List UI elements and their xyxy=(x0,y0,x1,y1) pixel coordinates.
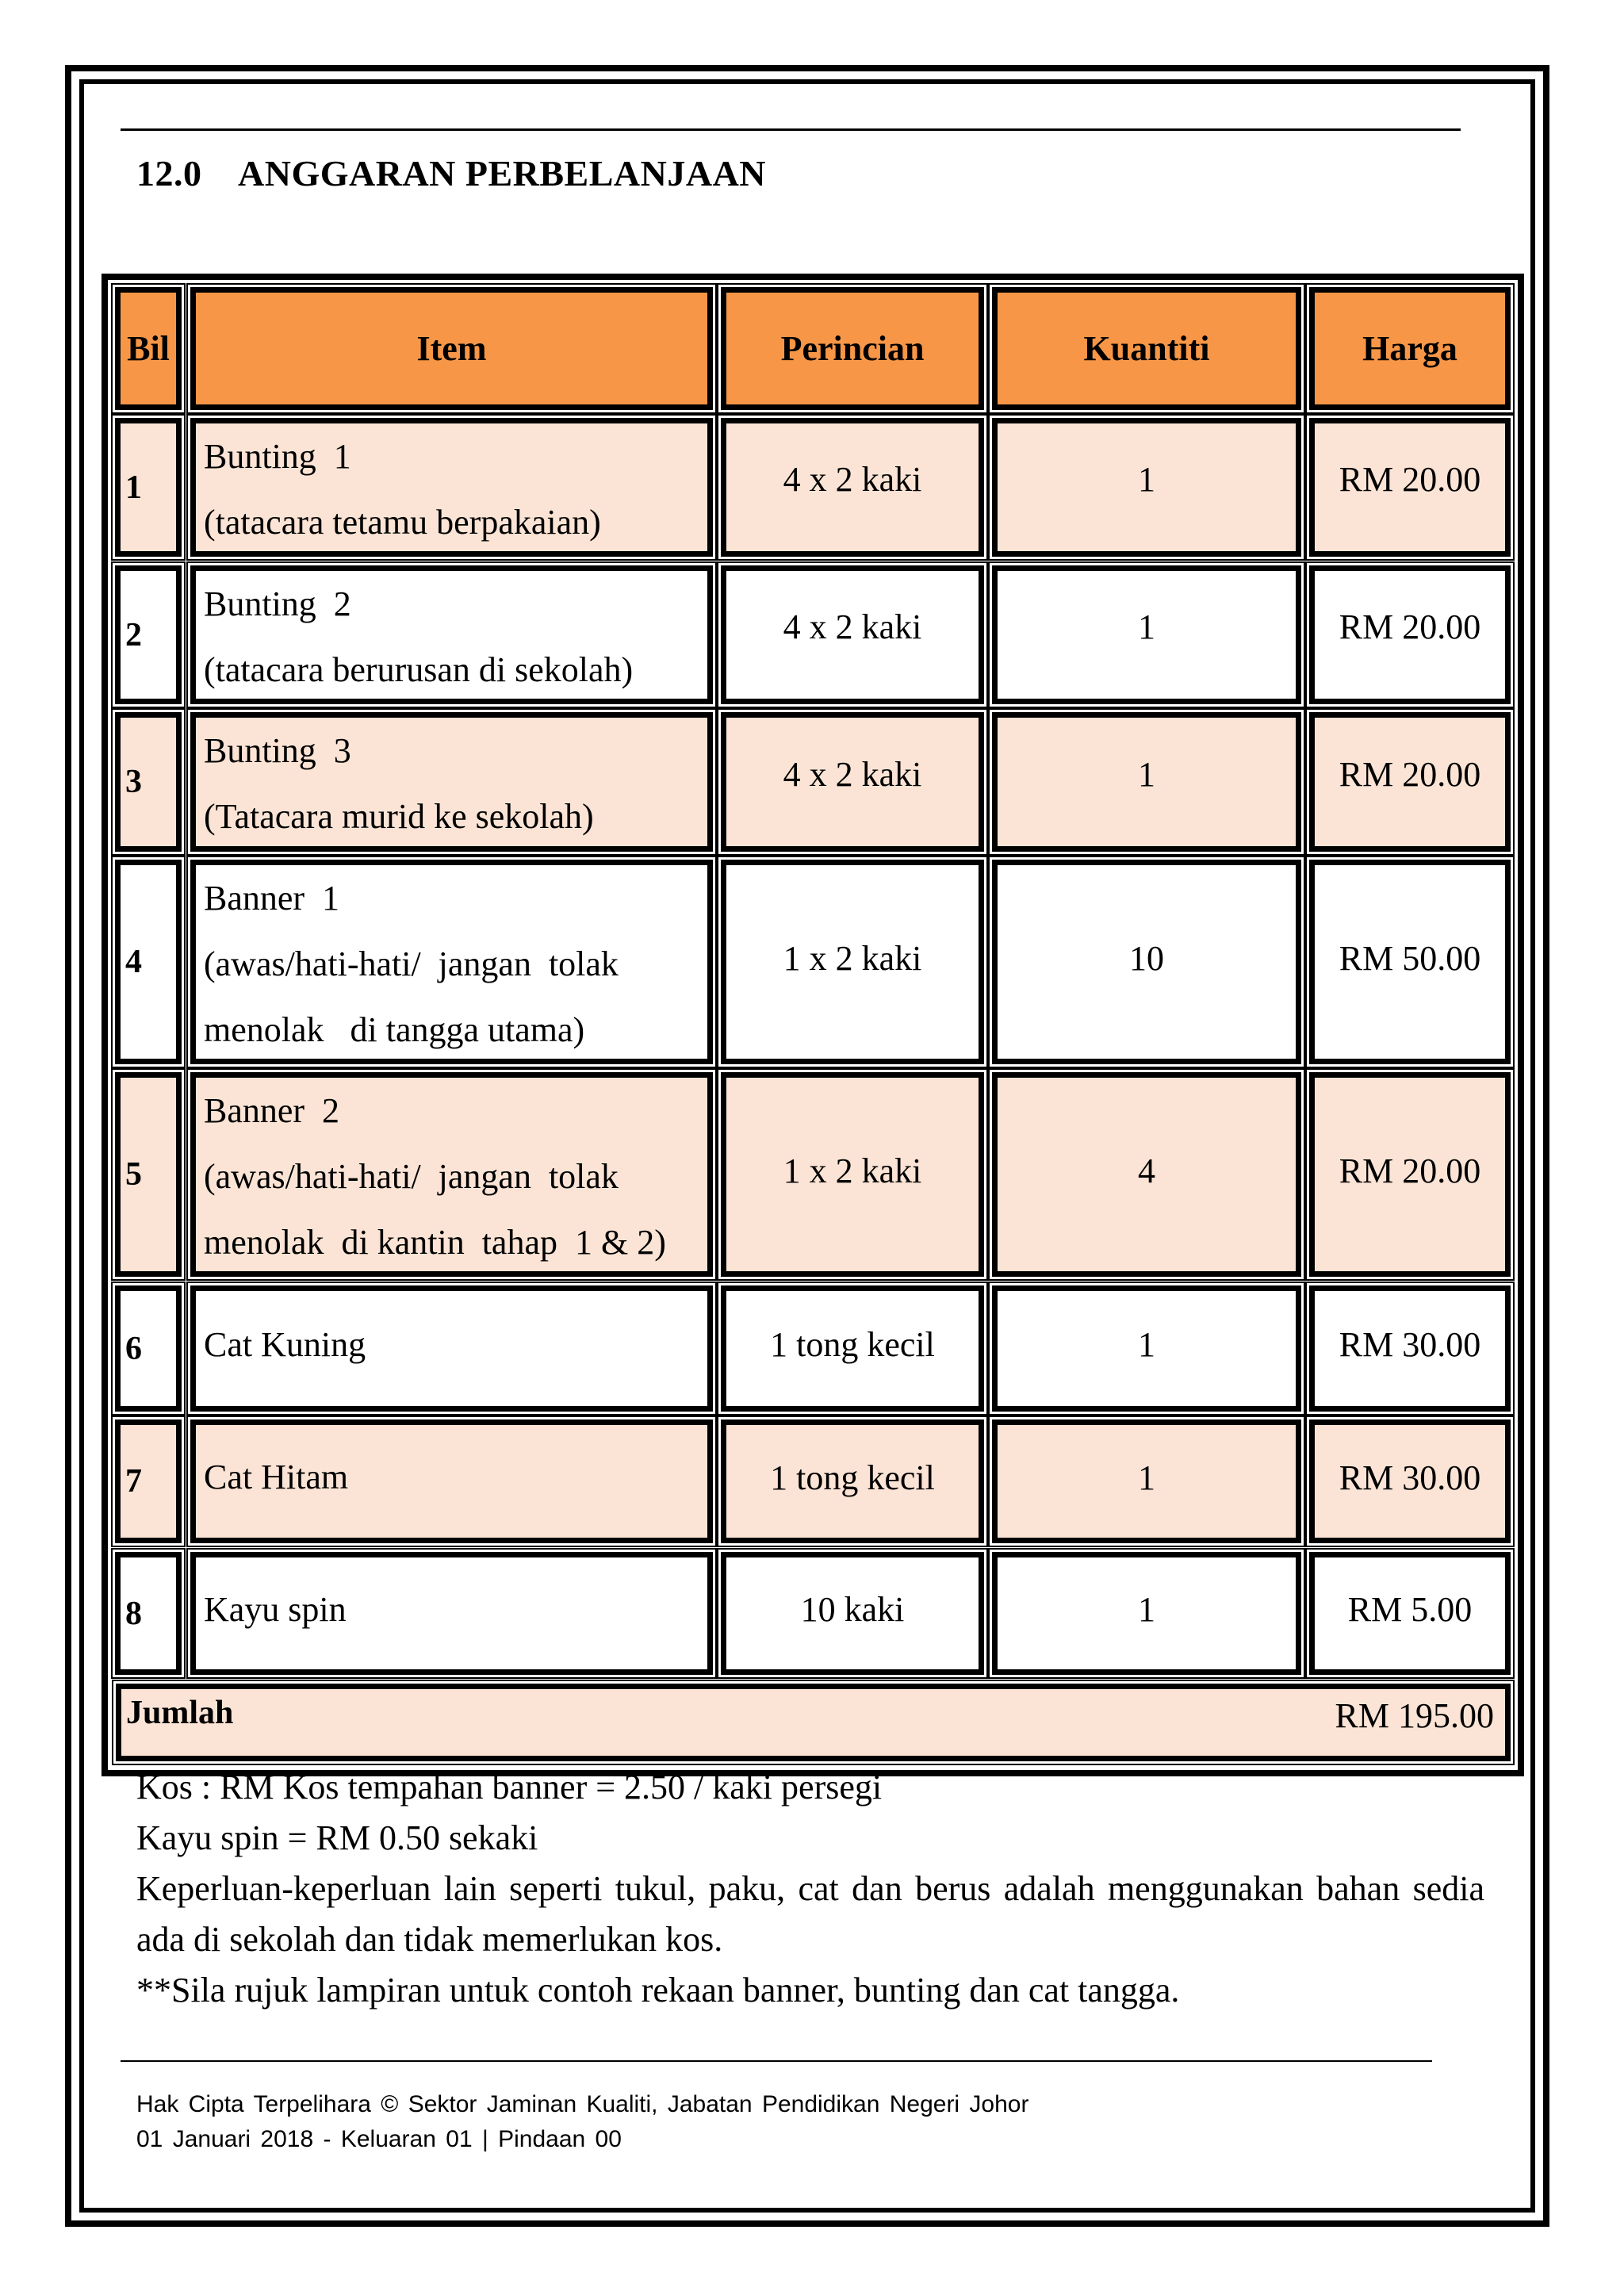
row-1-harga xyxy=(1309,418,1511,557)
footer-edition: 01 Januari 2018 - Keluaran 01 | Pindaan 00 xyxy=(136,2126,622,2152)
row-6-kuantiti xyxy=(992,1285,1301,1412)
row-2-item xyxy=(190,565,713,704)
row-6-perincian xyxy=(721,1285,984,1412)
row-4-bil xyxy=(115,860,182,1064)
row-perincian-value: 1 x 2 kaki xyxy=(783,938,922,978)
row-bil-value: 5 xyxy=(125,1156,142,1193)
row-4-item xyxy=(190,860,713,1064)
row-item-line: Bunting 2 xyxy=(204,584,351,623)
row-7-kuantiti xyxy=(992,1420,1301,1543)
header-kuantiti xyxy=(992,287,1301,410)
row-kuantiti-value: 1 xyxy=(1138,1590,1155,1629)
row-item-line: Banner 2 xyxy=(204,1091,340,1130)
row-8-bil xyxy=(115,1552,182,1675)
note-banner-cost: Kos : RM Kos tempahan banner = 2.50 / kaki persegi xyxy=(136,1768,883,1806)
row-perincian-value: 4 x 2 kaki xyxy=(783,460,922,499)
section-heading xyxy=(136,152,766,194)
row-1-bil xyxy=(115,418,182,557)
total-value: RM 195.00 xyxy=(1335,1696,1494,1735)
row-item-line: Banner 1 xyxy=(204,879,340,918)
header-item xyxy=(190,287,713,410)
header-harga xyxy=(1309,287,1511,410)
section-number: 12.0 xyxy=(136,153,202,193)
header-harga-label: Harga xyxy=(1362,329,1457,368)
footer-rule xyxy=(121,2060,1432,2062)
total-row xyxy=(116,1684,1511,1761)
row-kuantiti-value: 1 xyxy=(1138,754,1155,794)
row-bil-value: 3 xyxy=(125,764,142,800)
header-rule xyxy=(121,128,1461,131)
row-harga-value: RM 30.00 xyxy=(1339,1458,1481,1497)
row-item-line: (awas/hati-hati/ jangan tolak xyxy=(204,944,619,983)
row-2-bil xyxy=(115,565,182,704)
row-harga-value: RM 5.00 xyxy=(1347,1590,1473,1629)
row-3-perincian xyxy=(721,712,984,852)
row-5-item xyxy=(190,1072,713,1277)
row-item-line: menolak di kantin tahap 1 & 2) xyxy=(204,1223,666,1262)
row-6-item xyxy=(190,1285,713,1412)
footer-copyright: Hak Cipta Terpelihara © Sektor Jaminan Kualiti, Jabatan Pendidikan Negeri Johor xyxy=(136,2091,1029,2117)
row-8-kuantiti xyxy=(992,1552,1301,1675)
row-harga-value: RM 20.00 xyxy=(1339,754,1481,794)
row-bil-value: 1 xyxy=(125,469,142,506)
header-bil-label: Bil xyxy=(127,329,170,368)
row-item-line: (tatacara berurusan di sekolah) xyxy=(204,650,634,689)
row-4-kuantiti xyxy=(992,860,1301,1064)
row-perincian-value: 1 tong kecil xyxy=(770,1325,935,1364)
row-item-line: (tatacara tetamu berpakaian) xyxy=(204,503,601,542)
row-kuantiti-value: 1 xyxy=(1138,607,1155,646)
header-item-label: Item xyxy=(416,329,487,368)
row-bil-value: 4 xyxy=(125,944,142,980)
row-perincian-value: 10 kaki xyxy=(800,1590,905,1629)
header-bil xyxy=(115,287,182,410)
row-6-harga xyxy=(1309,1285,1511,1412)
row-5-kuantiti xyxy=(992,1072,1301,1277)
row-7-item xyxy=(190,1420,713,1543)
row-perincian-value: 4 x 2 kaki xyxy=(783,754,922,794)
budget-notes xyxy=(136,1762,1484,2016)
row-5-harga xyxy=(1309,1072,1511,1277)
row-item-line: Cat Kuning xyxy=(204,1324,366,1364)
note-other-requirements: Keperluan-keperluan lain seperti tukul, paku, cat dan berus adalah menggunakan bahan sedia ada di sekolah dan tidak memerlukan kos. xyxy=(136,1869,1484,1959)
row-4-perincian xyxy=(721,860,984,1064)
row-1-item xyxy=(190,418,713,557)
row-7-perincian xyxy=(721,1420,984,1543)
row-5-bil xyxy=(115,1072,182,1277)
row-4-harga xyxy=(1309,860,1511,1064)
row-harga-value: RM 30.00 xyxy=(1339,1325,1481,1364)
note-kayu-spin-cost: Kayu spin = RM 0.50 sekaki xyxy=(136,1818,538,1857)
row-item-line: (Tatacara murid ke sekolah) xyxy=(204,797,594,836)
row-5-perincian xyxy=(721,1072,984,1277)
header-kuantiti-label: Kuantiti xyxy=(1083,329,1210,368)
section-title: ANGGARAN PERBELANJAAN xyxy=(238,153,767,193)
row-kuantiti-value: 1 xyxy=(1138,460,1155,499)
row-2-harga xyxy=(1309,565,1511,704)
page-footer xyxy=(136,2087,1028,2157)
row-7-harga xyxy=(1309,1420,1511,1543)
row-8-perincian xyxy=(721,1552,984,1675)
row-3-harga xyxy=(1309,712,1511,852)
total-label: Jumlah xyxy=(126,1695,234,1731)
row-harga-value: RM 20.00 xyxy=(1339,1151,1481,1190)
row-item-line: Bunting 1 xyxy=(204,437,351,476)
row-bil-value: 7 xyxy=(125,1463,142,1500)
row-3-item xyxy=(190,712,713,852)
row-harga-value: RM 50.00 xyxy=(1339,938,1481,978)
row-kuantiti-value: 1 xyxy=(1138,1325,1155,1364)
note-refer-appendix: **Sila rujuk lampiran untuk contoh rekaan banner, bunting dan cat tangga. xyxy=(136,1971,1180,2010)
row-2-kuantiti xyxy=(992,565,1301,704)
row-bil-value: 2 xyxy=(125,616,142,653)
row-perincian-value: 4 x 2 kaki xyxy=(783,607,922,646)
header-perincian-label: Perincian xyxy=(780,329,925,368)
row-perincian-value: 1 x 2 kaki xyxy=(783,1151,922,1190)
row-3-kuantiti xyxy=(992,712,1301,852)
row-item-line: Kayu spin xyxy=(204,1589,347,1629)
row-perincian-value: 1 tong kecil xyxy=(770,1458,935,1497)
row-bil-value: 8 xyxy=(125,1595,142,1632)
row-bil-value: 6 xyxy=(125,1330,142,1367)
row-item-line: Cat Hitam xyxy=(204,1458,349,1496)
row-7-bil xyxy=(115,1420,182,1543)
row-harga-value: RM 20.00 xyxy=(1339,460,1481,499)
row-kuantiti-value: 4 xyxy=(1138,1151,1155,1190)
row-item-line: Bunting 3 xyxy=(204,731,351,770)
row-kuantiti-value: 10 xyxy=(1129,938,1164,978)
row-item-line: menolak di tangga utama) xyxy=(204,1010,585,1049)
row-1-perincian xyxy=(721,418,984,557)
row-8-item xyxy=(190,1552,713,1675)
row-8-harga xyxy=(1309,1552,1511,1675)
row-kuantiti-value: 1 xyxy=(1138,1458,1155,1497)
row-2-perincian xyxy=(721,565,984,704)
row-item-line: (awas/hati-hati/ jangan tolak xyxy=(204,1157,619,1196)
row-6-bil xyxy=(115,1285,182,1412)
row-harga-value: RM 20.00 xyxy=(1339,607,1481,646)
row-3-bil xyxy=(115,712,182,852)
header-perincian xyxy=(721,287,984,410)
row-1-kuantiti xyxy=(992,418,1301,557)
